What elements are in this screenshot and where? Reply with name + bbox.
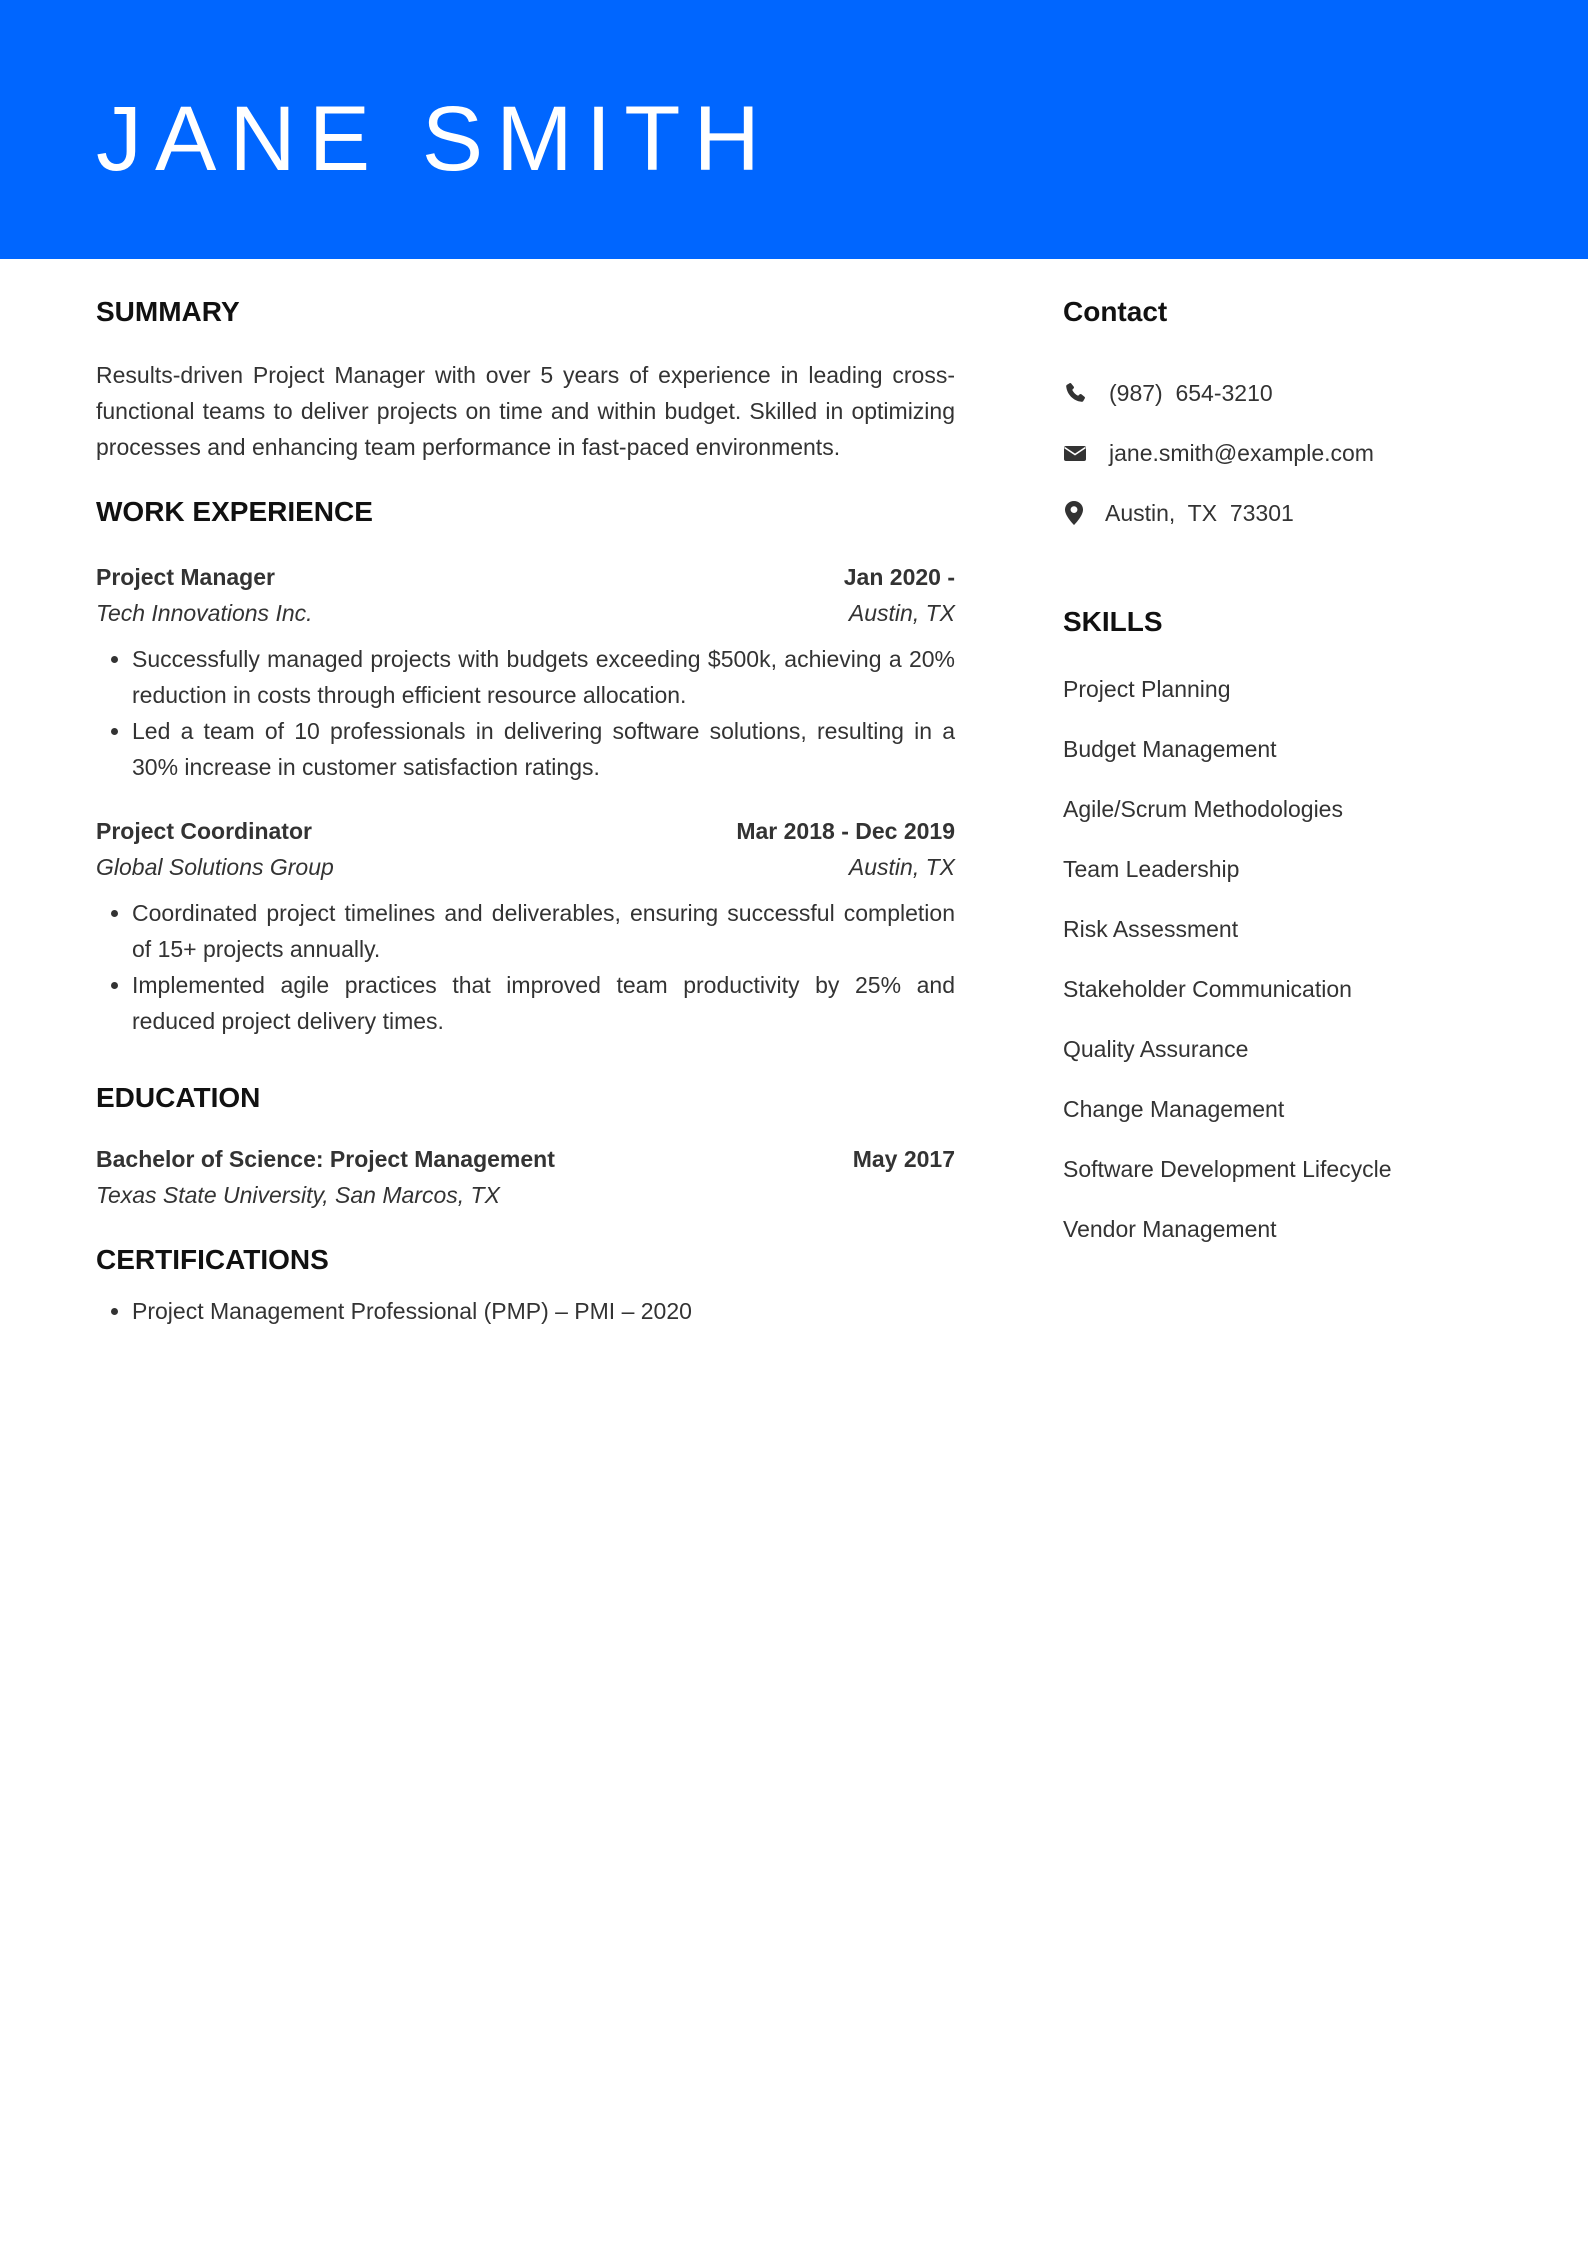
education-section: [96, 1075, 955, 1213]
certification-item: • Project Management Professional (PMP) – PMI – 2020: [132, 1293, 955, 1329]
main-column: [96, 289, 955, 1329]
job-title: Project Coordinator: [96, 818, 312, 844]
skill-item: Stakeholder Communication: [1063, 976, 1352, 1002]
skill-item: Agile/Scrum Methodologies: [1063, 796, 1343, 822]
sidebar-column: [1063, 289, 1503, 1259]
contact-list: [1063, 363, 1503, 543]
certifications-heading: CERTIFICATIONS: [96, 1244, 329, 1275]
skills-section: [1063, 599, 1503, 1259]
job-bullet-list: [96, 895, 955, 1039]
summary-heading: SUMMARY: [96, 296, 240, 327]
skill-item: Team Leadership: [1063, 856, 1240, 882]
skill-item: Software Development Lifecycle: [1063, 1156, 1392, 1182]
contact-location-text: Austin, TX 73301: [1105, 499, 1294, 526]
skill-item: Vendor Management: [1063, 1216, 1277, 1242]
job-entry: [96, 813, 955, 1039]
contact-phone: [1063, 363, 1503, 423]
certifications-section: [96, 1237, 955, 1329]
job-company: Tech Innovations Inc.: [96, 600, 313, 626]
applicant-name: JANE SMITH: [96, 88, 773, 190]
summary-section: [96, 289, 955, 465]
contact-section: [1063, 289, 1503, 543]
education-degree: Bachelor of Science: Project Management: [96, 1146, 555, 1172]
skill-item: Quality Assurance: [1063, 1036, 1249, 1062]
certification-list: [96, 1293, 955, 1329]
job-bullet: • Coordinated project timelines and deliverables, ensuring successful completion of 15+ projects annually.: [132, 895, 955, 967]
contact-phone-text: (987) 654-3210: [1109, 379, 1273, 406]
phone-icon: [1063, 380, 1089, 406]
skill-item: Budget Management: [1063, 736, 1277, 762]
contact-email: [1063, 423, 1503, 483]
envelope-icon: [1063, 440, 1089, 466]
contact-heading: Contact: [1063, 296, 1168, 327]
skill-item: Risk Assessment: [1063, 916, 1239, 942]
job-location: Austin, TX: [848, 600, 955, 626]
job-bullet-list: [96, 641, 955, 785]
job-dates: Mar 2018 - Dec 2019: [736, 818, 955, 844]
work-experience-heading: WORK EXPERIENCE: [96, 496, 373, 527]
job-title: Project Manager: [96, 564, 275, 590]
job-bullet: • Implemented agile practices that improved team productivity by 25% and reduced project delivery times.: [132, 967, 955, 1039]
education-date: May 2017: [852, 1146, 955, 1172]
header-banner: [0, 0, 1588, 259]
job-bullet: • Successfully managed projects with budgets exceeding $500k, achieving a 20% reduction in costs through efficient resource allocation.: [132, 641, 955, 713]
summary-text: Results-driven Project Manager with over 5 years of experience in leading cross-functional teams to deliver projects on time and within budget. Skilled in optimizing processes and enhancing team performance in fast-paced environments.: [96, 362, 955, 460]
skill-item: Change Management: [1063, 1096, 1285, 1122]
education-school: Texas State University, San Marcos, TX: [96, 1182, 500, 1208]
skills-heading: SKILLS: [1063, 606, 1163, 637]
education-heading: EDUCATION: [96, 1082, 261, 1113]
job-location: Austin, TX: [848, 854, 955, 880]
contact-location: [1063, 483, 1503, 543]
map-pin-icon: [1063, 500, 1089, 526]
job-dates: Jan 2020 -: [843, 564, 955, 590]
skill-item: Project Planning: [1063, 676, 1231, 702]
contact-email-text: jane.smith@example.com: [1109, 439, 1374, 466]
work-experience-section: [96, 489, 955, 1039]
job-entry: [96, 559, 955, 785]
skills-list: [1063, 659, 1503, 1259]
job-bullet: • Led a team of 10 professionals in delivering software solutions, resulting in a 30% increase in customer satisfaction ratings.: [132, 713, 955, 785]
job-company: Global Solutions Group: [96, 854, 334, 880]
